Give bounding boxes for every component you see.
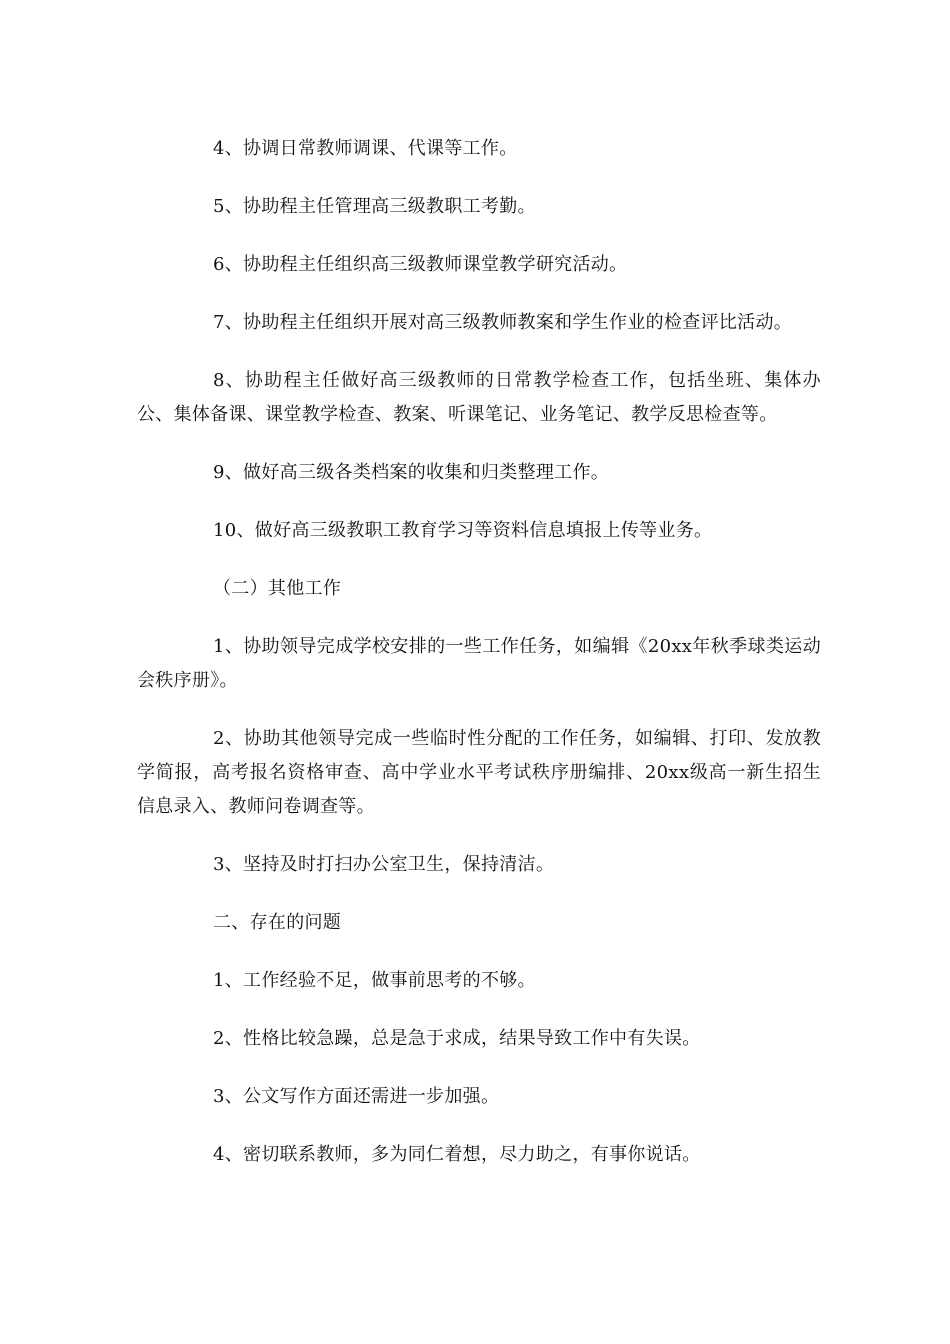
paragraph-problem-4: 4、密切联系教师，多为同仁着想，尽力助之，有事你说话。 [213, 1144, 701, 1165]
paragraph-other-2: 2、协助其他领导完成一些临时性分配的工作任务，如编辑、打印、发放教学简报，高考报名资格审查、高中学业水平考试秩序册编排、20xx级高一新生招生信息录入、教师问卷调查等。 [137, 728, 821, 817]
paragraph-item-10: 10、做好高三级教职工教育学习等资料信息填报上传等业务。 [213, 520, 713, 541]
document-body [137, 132, 821, 1172]
paragraph-other-3: 3、坚持及时打扫办公室卫生，保持清洁。 [213, 854, 555, 875]
paragraph-problem-3: 3、公文写作方面还需进一步加强。 [213, 1086, 500, 1107]
paragraph-item-7: 7、协助程主任组织开展对高三级教师教案和学生作业的检查评比活动。 [213, 312, 793, 333]
paragraph-item-9: 9、做好高三级各类档案的收集和归类整理工作。 [213, 462, 610, 483]
paragraph-item-4: 4、协调日常教师调课、代课等工作。 [213, 138, 518, 159]
paragraph-problem-2: 2、性格比较急躁，总是急于求成，结果导致工作中有失误。 [213, 1028, 701, 1049]
section-heading-problems: 二、存在的问题 [213, 912, 342, 933]
paragraph-other-1: 1、协助领导完成学校安排的一些工作任务，如编辑《20xx年秋季球类运动会秩序册》。 [137, 636, 821, 691]
paragraph-item-8: 8、协助程主任做好高三级教师的日常教学检查工作，包括坐班、集体办公、集体备课、课堂教学检查、教案、听课笔记、业务笔记、教学反思检查等。 [137, 370, 821, 425]
paragraph-item-6: 6、协助程主任组织高三级教师课堂教学研究活动。 [213, 254, 628, 275]
section-heading-other-work: （二）其他工作 [213, 578, 342, 599]
paragraph-problem-1: 1、工作经验不足，做事前思考的不够。 [213, 970, 536, 991]
paragraph-item-5: 5、协助程主任管理高三级教职工考勤。 [213, 196, 536, 217]
